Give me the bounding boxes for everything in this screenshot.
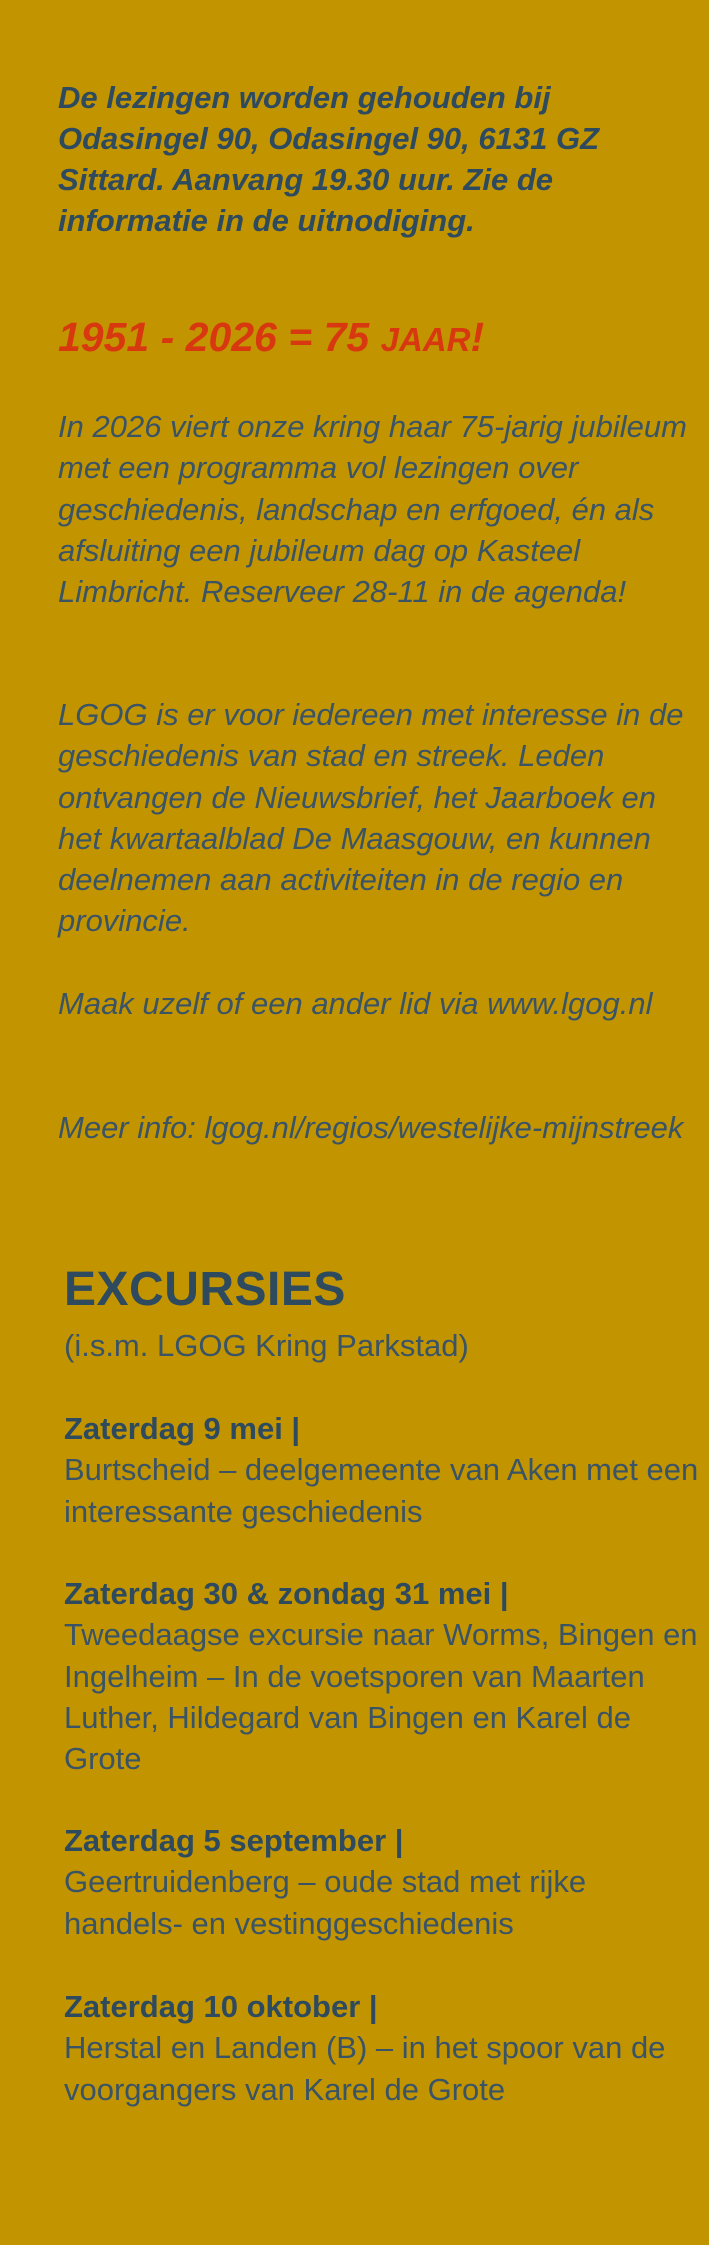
jubilee-jaar: JAAR	[380, 321, 471, 358]
lecture-location-info: De lezingen worden gehouden bij Odasingel 90, Odasingel 90, 6131 GZ Sittard. Aanvang 19.30 uur. Zie de informatie in de uitnodiging.	[58, 80, 600, 238]
membership-paragraph: LGOG is er voor iedereen met interesse in de geschiedenis van stad en streek. Leden ontvangen de Nieuwsbrief, het Jaarboek en het kwartaalblad De Maasgouw, en kunnen deelnemen aan activiteiten in de regio en provincie.	[58, 697, 684, 939]
excursion-description: Geertruidenberg – oude stad met rijke handels- en vestinggeschiedenis	[64, 1864, 587, 1941]
excursion-description: Herstal en Landen (B) – in het spoor van de voorgangers van Karel de Grote	[64, 2030, 666, 2107]
excursion-description: Tweedaagse excursie naar Worms, Bingen en Ingelheim – In de voetsporen van Maarten Luther, Hildegard van Bingen en Karel de Grote	[64, 1617, 698, 1777]
excursion-date: Zaterdag 30 & zondag 31 mei |	[64, 1576, 509, 1611]
excursion-item	[64, 1573, 704, 1779]
join-paragraph: Maak uzelf of een ander lid via www.lgog.nl	[58, 986, 653, 1021]
excursion-date: Zaterdag 9 mei |	[64, 1411, 301, 1446]
excursion-description: Burtscheid – deelgemeente van Aken met een interessante geschiedenis	[64, 1452, 699, 1529]
excursions-subtitle: (i.s.m. LGOG Kring Parkstad)	[64, 1328, 469, 1363]
excursion-item	[64, 1986, 704, 2110]
jubilee-years: 1951 - 2026 = 75	[58, 314, 370, 360]
excursion-item	[64, 1820, 704, 1944]
jubilee-heading	[58, 312, 484, 365]
excursion-item	[64, 1408, 704, 1532]
jubilee-exclaim: !	[470, 314, 485, 360]
jubilee-paragraph: In 2026 viert onze kring haar 75-jarig jubileum met een programma vol lezingen over geschiedenis, landschap en erfgoed, én als afsluiting een jubileum dag op Kasteel Limbricht. Reserveer 28-11 in de agenda!	[58, 409, 687, 610]
excursion-date: Zaterdag 5 september |	[64, 1823, 404, 1858]
excursions-heading: EXCURSIES	[64, 1263, 346, 1316]
more-info-paragraph: Meer info: lgog.nl/regios/westelijke-mijnstreek	[58, 1110, 684, 1145]
excursion-date: Zaterdag 10 oktober |	[64, 1989, 378, 2024]
